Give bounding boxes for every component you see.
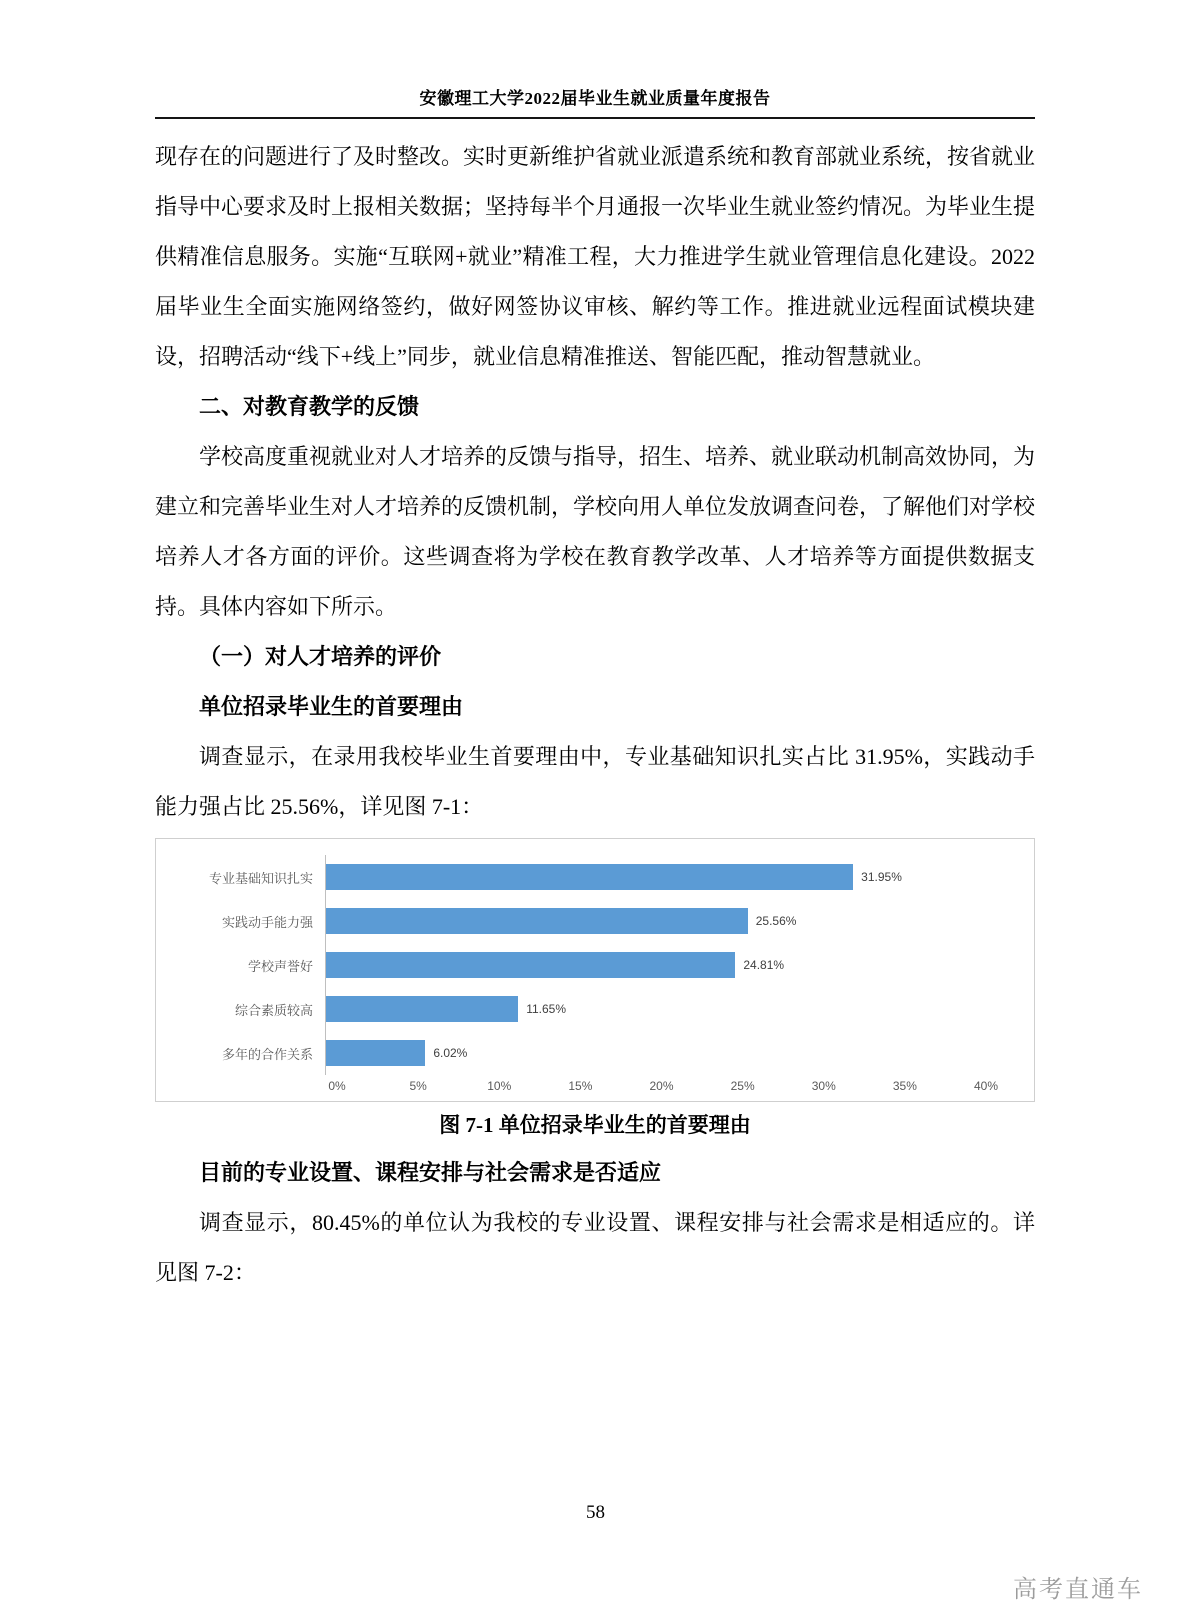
chart-category-label: 学校声誉好 [247,958,313,974]
chart-x-tick: 15% [568,1079,593,1093]
chart-row [170,1031,1014,1075]
section-heading-feedback: 二、对教育教学的反馈 [199,394,420,419]
chart-bar-area [325,943,986,987]
chart-bar-area [325,855,986,899]
topic-heading-hiring-reasons: 单位招录毕业生的首要理由 [199,694,464,719]
chart-bar [326,952,735,978]
chart-bar-area [325,987,986,1031]
chart-value-label: 24.81% [743,958,785,972]
page-body [155,132,1035,1298]
page-header [155,84,1035,119]
chart-value-label: 25.56% [755,914,797,928]
paragraph-survey-curriculum: 调查显示，80.45%的单位认为我校的专业设置、课程安排与社会需求是相适应的。详见图 7-2： [155,1210,1035,1285]
chart-category-label: 专业基础知识扎实 [208,870,313,886]
paragraph-feedback-intro: 学校高度重视就业对人才培养的反馈与指导，招生、培养、就业联动机制高效协同，为建立和完善毕业生对人才培养的反馈机制，学校向用人单位发放调查问卷，了解他们对学校培养人才各方面的评价。这些调查将为学校在教育教学改革、人才培养等方面提供数据支持。具体内容如下所示。 [155,444,1036,619]
chart-x-tick: 20% [649,1079,674,1093]
page-number: 58 [586,1502,605,1523]
chart-x-tick: 30% [811,1079,836,1093]
figure-caption: 图 7-1 单位招录毕业生的首要理由 [439,1113,751,1137]
chart-row [170,987,1014,1031]
chart-x-tick: 25% [730,1079,755,1093]
chart-row [170,899,1014,943]
subsection-heading-evaluation: （一）对人才培养的评价 [199,644,442,669]
chart-rows [170,855,1014,1075]
chart-value-label: 6.02% [433,1046,468,1060]
chart-x-tick: 35% [892,1079,917,1093]
chart-value-label: 31.95% [861,870,902,884]
topic-heading-curriculum-fit: 目前的专业设置、课程安排与社会需求是否适应 [199,1160,662,1185]
chart-x-tick: 5% [409,1079,427,1093]
chart-value-label: 11.65% [526,1002,567,1016]
chart-x-axis [328,1075,999,1099]
bar-chart [155,838,1035,1102]
chart-category-label: 综合素质较高 [234,1002,313,1018]
chart-row [170,943,1014,987]
chart-bar-area [325,899,986,943]
paragraph-survey-hiring: 调查显示，在录用我校毕业生首要理由中，专业基础知识扎实占比 31.95%，实践动手能力强占比 25.56%，详见图 7-1： [155,744,1035,819]
chart-row [170,855,1014,899]
figure-7-1 [155,838,1035,1148]
chart-category-label: 实践动手能力强 [221,914,313,930]
header-title: 安徽理工大学2022届毕业生就业质量年度报告 [419,89,771,108]
chart-bar-area [325,1031,986,1075]
chart-x-tick: 0% [328,1079,346,1093]
chart-bar [326,1040,425,1066]
paragraph-employment-systems: 现存在的问题进行了及时整改。实时更新维护省就业派遣系统和教育部就业系统，按省就业指导中心要求及时上报相关数据；坚持每半个月通报一次毕业生就业签约情况。为毕业生提供精准信息服务。实施“互联网+就业”精准工程，大力推进学生就业管理信息化建设。2022届毕业生全面实施网络签约，做好网签协议审核、解约等工作。推进就业远程面试模块建设，招聘活动“线下+线上”同步，就业信息精准推送、智能匹配，推动智慧就业。 [155,144,1036,369]
chart-category-label: 多年的合作关系 [221,1046,313,1062]
chart-x-tick: 10% [487,1079,512,1093]
chart-x-tick: 40% [973,1079,999,1093]
chart-bar [326,864,853,890]
chart-bar [326,996,518,1022]
watermark: 高考直通车 [1013,1576,1143,1603]
chart-bar [326,908,748,934]
